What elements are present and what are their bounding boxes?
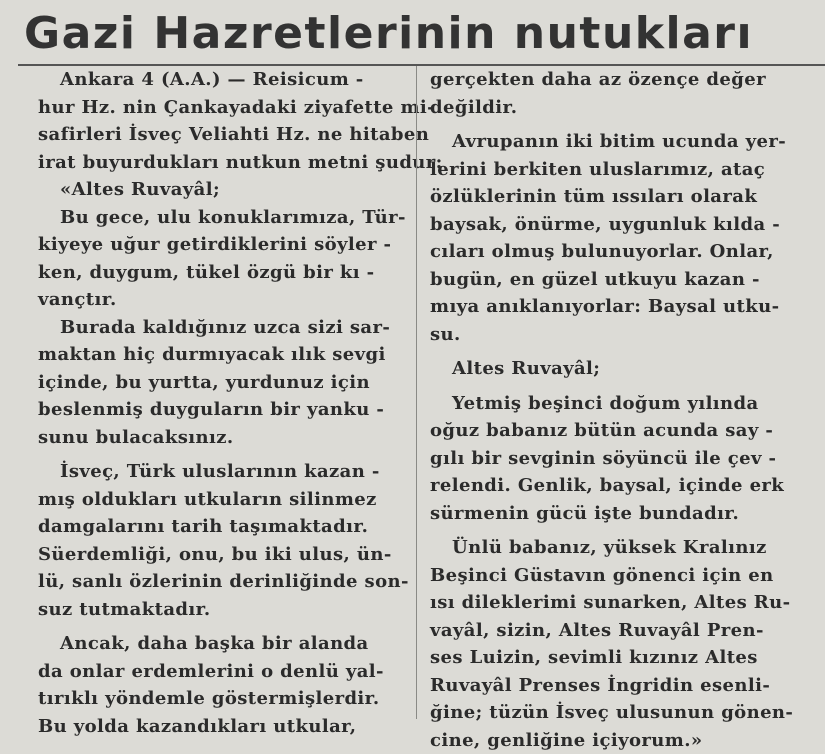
column-divider [416, 66, 417, 719]
text-line: gerçekten daha az özençe değer [430, 66, 818, 94]
text-line: «Altes Ruvayâl; [38, 176, 408, 204]
text-line: lü, sanlı özlerinin derinliğinde son- [38, 568, 408, 596]
text-line: safirleri İsveç Veliahti Hz. ne hitaben [38, 121, 408, 149]
text-line: Altes Ruvayâl; [430, 355, 818, 383]
text-line: beslenmiş duyguların bir yanku - [38, 396, 408, 424]
right-column [430, 66, 818, 726]
text-line: Ruvayâl Prenses İngridin esenli- [430, 672, 818, 700]
text-line: oğuz babanız bütün acunda say - [430, 417, 818, 445]
text-line: Süerdemliği, onu, bu iki ulus, ün- [38, 541, 408, 569]
text-line: mıya anıklanıyorlar: Baysal utku- [430, 293, 818, 321]
text-line: içinde, bu yurtta, yurdunuz için [38, 369, 408, 397]
text-line: Avrupanın iki bitim ucunda yer- [430, 128, 818, 156]
text-line: lerini berkiten uluslarımız, ataç [430, 156, 818, 184]
text-line: değildir. [430, 94, 818, 122]
text-line: relendi. Genlik, baysal, içinde erk [430, 472, 818, 500]
text-line: damgalarını tarih taşımaktadır. [38, 513, 408, 541]
text-line: da onlar erdemlerini o denlü yal- [38, 658, 408, 686]
text-line: Yetmiş beşinci doğum yılında [430, 390, 818, 418]
text-line: suz tutmaktadır. [38, 596, 408, 624]
text-line: kiyeye uğur getirdiklerini söyler - [38, 231, 408, 259]
text-line: Burada kaldığınız uzca sizi sar- [38, 314, 408, 342]
text-line: özlüklerinin tüm ıssıları olarak [430, 183, 818, 211]
text-line: maktan hiç durmıyacak ılık sevgi [38, 341, 408, 369]
text-line: Bu yolda kazandıkları utkular, [38, 713, 408, 741]
text-line: bugün, en güzel utkuyu kazan - [430, 266, 818, 294]
text-line: baysak, önürme, uygunluk kılda - [430, 211, 818, 239]
text-line: Ankara 4 (A.A.) — Reisicum - [38, 66, 408, 94]
text-line: tırıklı yöndemle göstermişlerdir. [38, 685, 408, 713]
left-column [38, 66, 408, 726]
text-line: hur Hz. nin Çankayadaki ziyafette mi- [38, 94, 408, 122]
text-line: sürmenin gücü işte bundadır. [430, 500, 818, 528]
text-line: İsveç, Türk uluslarının kazan - [38, 458, 408, 486]
text-line: mış oldukları utkuların silinmez [38, 486, 408, 514]
text-line: cıları olmuş bulunuyorlar. Onlar, [430, 238, 818, 266]
text-line: Ünlü babanız, yüksek Kralınız [430, 534, 818, 562]
text-line: ısı dileklerimi sunarken, Altes Ru- [430, 589, 818, 617]
article-headline: Gazi Hazretlerinin nutukları [24, 4, 824, 64]
text-line: Ancak, daha başka bir alanda [38, 630, 408, 658]
text-line: irat buyurdukları nutkun metni şudur: [38, 149, 408, 177]
text-line: ken, duygum, tükel özgü bir kı - [38, 259, 408, 287]
text-line: su. [430, 321, 818, 349]
text-line: Bu gece, ulu konuklarımıza, Tür- [38, 204, 408, 232]
text-line: cine, genliğine içiyorum.» [430, 727, 818, 754]
text-line: vançtır. [38, 286, 408, 314]
text-line: vayâl, sizin, Altes Ruvayâl Pren- [430, 617, 818, 645]
text-line: Beşinci Güstavın gönenci için en [430, 562, 818, 590]
text-line: sunu bulacaksınız. [38, 424, 408, 452]
text-line: ses Luizin, sevimli kızınız Altes [430, 644, 818, 672]
text-line: ğine; tüzün İsveç ulusunun gönen- [430, 699, 818, 727]
text-line: gılı bir sevginin söyüncü ile çev - [430, 445, 818, 473]
